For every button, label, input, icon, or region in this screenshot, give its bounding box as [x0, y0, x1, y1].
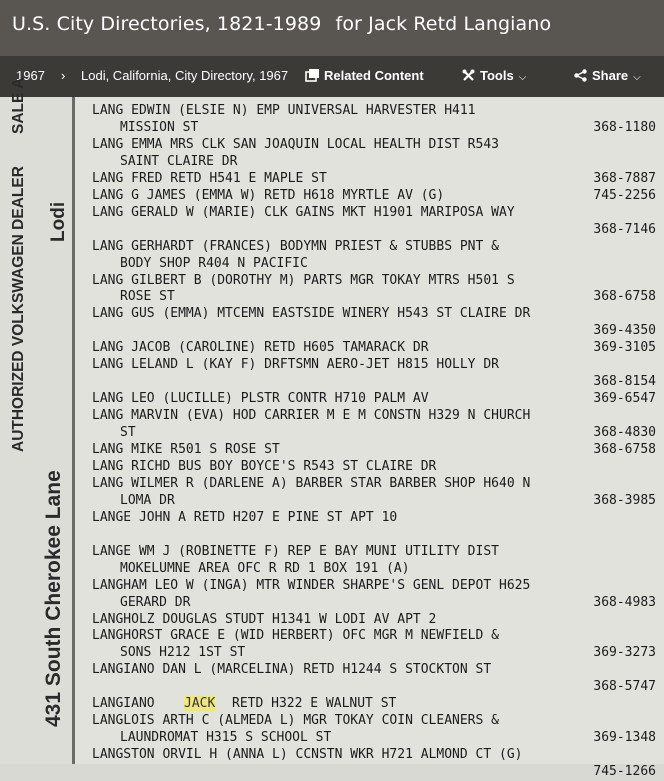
directory-entry: [92, 408, 662, 425]
directory-entry: [92, 306, 662, 323]
directory-entry: [92, 374, 662, 391]
directory-entry: [92, 137, 662, 154]
entry-text: LANG GILBERT B (DOROTHY M) PARTS MGR TOKAY MTRS H501 S: [92, 272, 515, 288]
entry-phone: 368-6758: [593, 442, 656, 457]
directory-entry: [92, 120, 662, 137]
entry-text: LANGHORST GRACE E (WID HERBERT) OFC MGR M NEWFIELD &: [92, 628, 499, 644]
directory-entry: [92, 103, 662, 120]
share-label: Share: [592, 68, 629, 83]
share-button[interactable]: [574, 68, 641, 83]
directory-entry: [92, 442, 662, 459]
entry-text: LANGE WM J (ROBINETTE F) REP E BAY MUNI UTILITY DIST: [92, 543, 499, 559]
breadcrumb-separator-icon: ›: [61, 68, 66, 83]
search-highlight: JACK: [184, 696, 216, 712]
entry-text: LANG MIKE R501 S ROSE ST: [92, 442, 280, 457]
entry-text: LANGHAM LEO W (INGA) MTR WINDER SHARPE'S GENL DEPOT H625: [92, 577, 531, 593]
entry-phone: 368-7146: [593, 221, 656, 237]
chevron-down-icon: ⌵: [518, 72, 527, 83]
margin-sale-text: SALE A: [10, 77, 27, 134]
directory-entry: [92, 154, 662, 171]
directory-entry: [92, 340, 662, 357]
margin-city-text: Lodi: [48, 201, 69, 242]
entry-text: LANG EDWIN (ELSIE N) EMP UNIVERSAL HARVESTER H411: [92, 103, 476, 118]
entry-text: LANGSTON ORVIL H (ANNA L) CCNSTN WKR H721 ALMOND CT (G): [92, 747, 523, 763]
entry-text: GERARD DR: [120, 594, 191, 610]
entry-text: SONS H212 1ST ST: [120, 645, 246, 661]
directory-entry: [92, 323, 662, 340]
margin-dealer-text: AUTHORIZED VOLKSWAGEN DEALER: [10, 166, 27, 452]
entry-phone: 368-4983: [593, 594, 656, 610]
title-bar: [0, 0, 664, 56]
directory-entry: [92, 357, 662, 374]
entry-text: LANG GERALD W (MARIE) CLK GAINS MKT H1901 MARIPOSA WAY: [92, 204, 515, 220]
entry-phone: 368-7887: [593, 170, 656, 186]
directory-entry: [92, 713, 662, 730]
directory-entry: [92, 747, 662, 764]
entry-text: LANGE JOHN A RETD H207 E PINE ST APT 10: [92, 509, 398, 525]
entry-text: MOKELUMNE AREA OFC R RD 1 BOX 191 (A): [120, 560, 410, 576]
entry-text: LANGHOLZ DOUGLAS STUDT H1341 W LODI AV APT 2: [92, 611, 437, 627]
entry-text: ST: [120, 425, 136, 441]
entry-text: MISSION ST: [120, 119, 199, 135]
directory-entry: [92, 289, 662, 306]
entry-phone: 368-5747: [593, 679, 656, 695]
related-content-button[interactable]: [306, 68, 424, 83]
entry-text: LANG MARVIN (EVA) HOD CARRIER M E M CONSTN H329 N CHURCH: [92, 408, 531, 424]
directory-entry: [92, 662, 662, 679]
related-content-icon: [306, 69, 319, 81]
entry-text: LANG G JAMES (EMMA W) RETD H618 MYRTLE AV (G): [92, 187, 445, 203]
entry-text: LANG GUS (EMMA) MTCEMN EASTSIDE WINERY H543 ST CLAIRE DR: [92, 306, 531, 322]
entry-text: LANGIANO: [92, 696, 155, 712]
directory-entry: [92, 645, 662, 662]
directory-page-image[interactable]: [0, 77, 664, 780]
directory-entry: [92, 527, 662, 544]
chevron-down-icon: ⌵: [633, 72, 641, 83]
directory-entry: [92, 544, 662, 561]
entry-text: LANG RICHD BUS BOY BOYCE'S R543 ST CLAIRE DR: [92, 458, 437, 474]
entry-text: LANG JACOB (CAROLINE) RETD H605 TAMARACK DR: [92, 340, 429, 356]
entry-text: LANG LELAND L (KAY F) DRFTSMN AERO-JET H815 HOLLY DR: [92, 357, 499, 373]
page-title: [12, 13, 551, 35]
directory-entry: [92, 239, 662, 256]
entry-phone: 369-3273: [593, 645, 656, 661]
directory-entry: [92, 578, 662, 595]
directory-entry: [92, 730, 662, 747]
entry-phone: 368-4830: [593, 425, 656, 441]
directory-entry: [92, 205, 662, 222]
directory-entry: [92, 188, 662, 205]
directory-listing: [92, 97, 662, 780]
directory-entry: [92, 764, 662, 781]
entry-text: LANG WILMER R (DARLENE A) BARBER STAR BARBER SHOP H640 N: [92, 475, 531, 491]
person-name: Jack Retd Langiano: [368, 13, 552, 35]
directory-entry: [92, 612, 662, 629]
directory-entry: [92, 628, 662, 645]
directory-entry: [92, 476, 662, 493]
entry-phone: 745-2256: [593, 187, 656, 203]
entry-text: BODY SHOP R404 N PACIFIC: [120, 255, 308, 271]
entry-text: ROSE ST: [120, 289, 175, 305]
tools-icon: [462, 69, 475, 82]
tools-label: Tools: [480, 68, 514, 83]
share-icon: [574, 69, 587, 82]
entry-text: LAUNDROMAT H315 S SCHOOL ST: [120, 730, 332, 746]
entry-phone: 745-1266: [593, 764, 656, 780]
entry-phone: 369-6547: [593, 391, 656, 407]
entry-phone: 369-1348: [593, 730, 656, 746]
entry-text: LOMA DR: [120, 492, 175, 508]
directory-entry: [92, 171, 662, 188]
breadcrumb-year[interactable]: 1967: [16, 68, 45, 83]
directory-entry: [92, 595, 662, 612]
nav-bar: [0, 56, 664, 97]
directory-entry: [92, 425, 662, 442]
entry-text: LANG EMMA MRS CLK SAN JOAQUIN LOCAL HEALTH DIST R543: [92, 136, 499, 152]
entry-text: LANG LEO (LUCILLE) PLSTR CONTR H710 PALM AV: [92, 391, 429, 407]
directory-entry: [92, 493, 662, 510]
entry-phone: 369-3105: [593, 340, 656, 356]
directory-entry: [92, 510, 662, 527]
directory-entry: [92, 696, 662, 713]
directory-entry: [92, 459, 662, 476]
entry-phone: 369-4350: [593, 323, 656, 339]
tools-button[interactable]: [462, 68, 526, 83]
directory-entry: [92, 222, 662, 239]
directory-entry: [92, 273, 662, 290]
entry-phone: 368-8154: [593, 374, 656, 390]
entry-text: LANG GERHARDT (FRANCES) BODYMN PRIEST & STUBBS PNT &: [92, 238, 499, 254]
entry-text: LANGLOIS ARTH C (ALMEDA L) MGR TOKAY COIN CLEANERS &: [92, 713, 499, 729]
entry-phone: 368-3985: [593, 492, 656, 508]
directory-entry: [92, 679, 662, 696]
entry-text-rest: RETD H322 E WALNUT ST: [232, 696, 397, 712]
directory-entry: [92, 256, 662, 273]
entry-text: LANG FRED RETD H541 E MAPLE ST: [92, 170, 327, 186]
entry-text: LANGIANO DAN L (MARCELINA) RETD H1244 S STOCKTON ST: [92, 662, 492, 678]
directory-entry: [92, 391, 662, 408]
page-margin-ad: [0, 77, 75, 764]
entry-phone: 368-1180: [593, 119, 656, 135]
related-content-label: Related Content: [324, 68, 424, 83]
for-label: for: [335, 13, 362, 35]
margin-address-text: 431 South Cherokee Lane: [42, 470, 65, 727]
collection-title[interactable]: U.S. City Directories, 1821-1989: [12, 13, 322, 35]
entry-text: SAINT CLAIRE DR: [120, 153, 238, 169]
entry-phone: 368-6758: [593, 289, 656, 305]
directory-entry: [92, 561, 662, 578]
breadcrumb-title[interactable]: Lodi, California, City Directory, 1967: [81, 68, 289, 83]
